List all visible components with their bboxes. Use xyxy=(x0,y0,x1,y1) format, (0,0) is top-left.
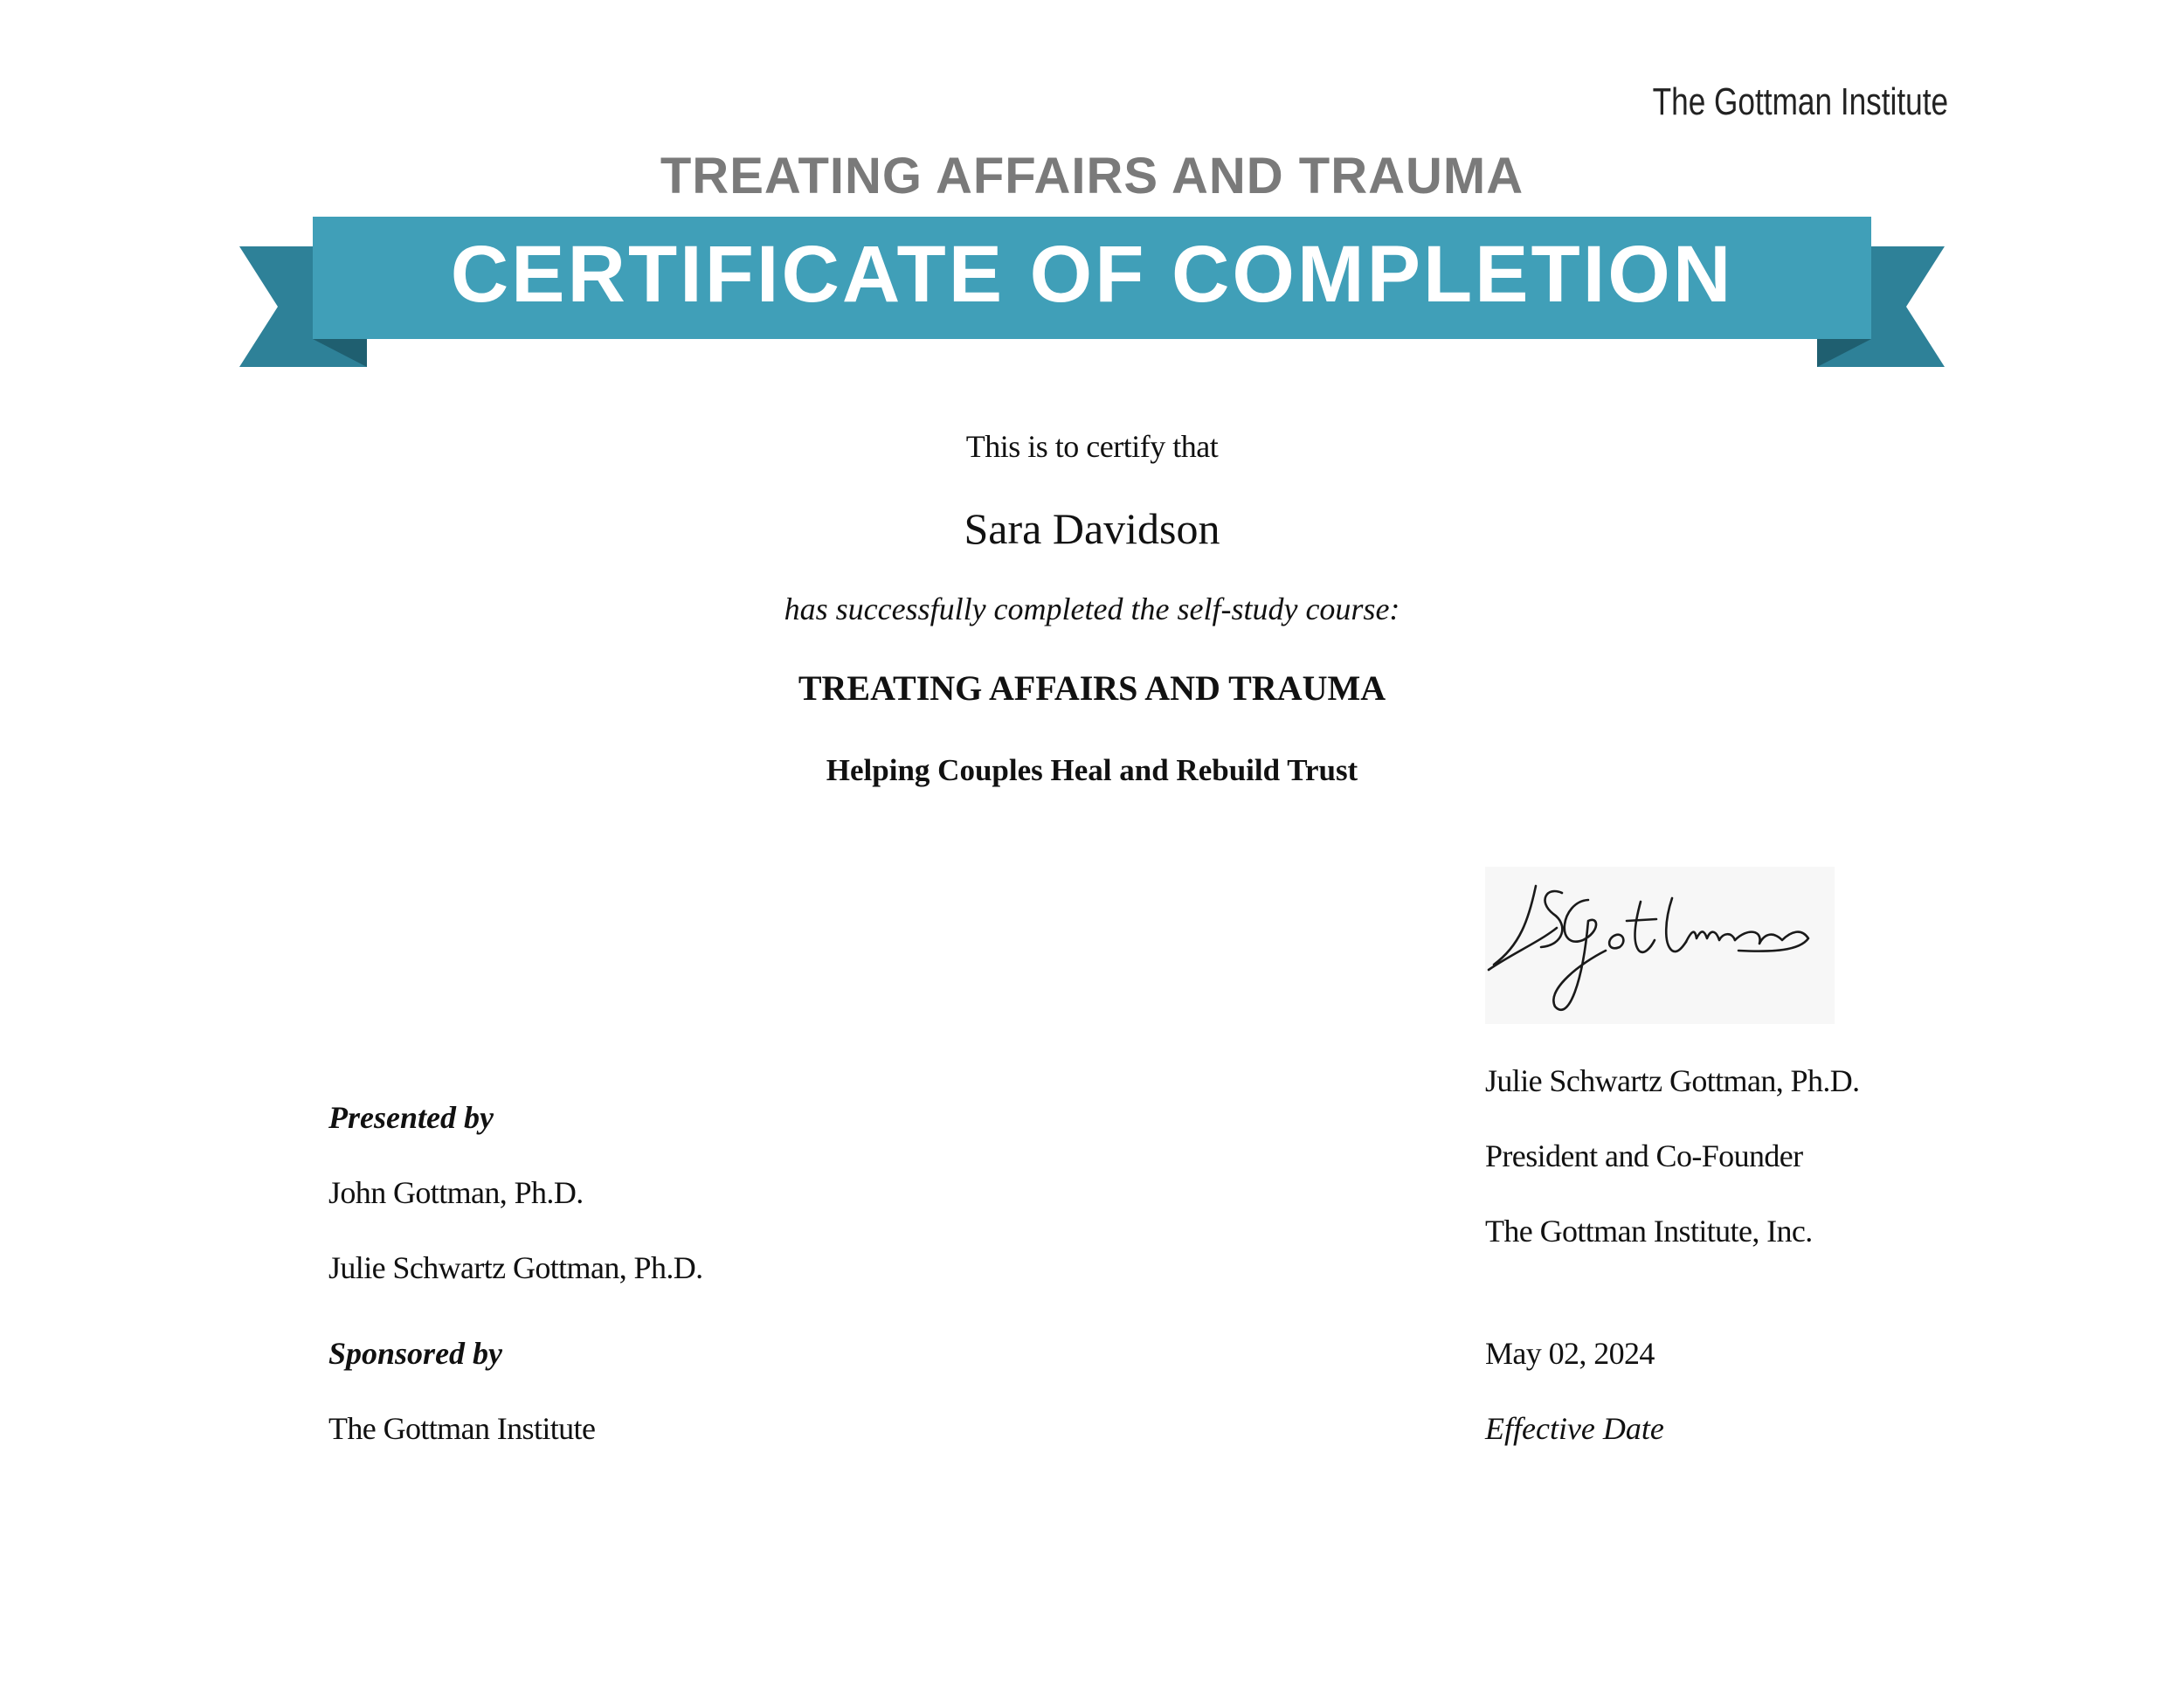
recipient-name: Sara Davidson xyxy=(964,504,1220,553)
signatory-name: Julie Schwartz Gottman, Ph.D. xyxy=(1485,1063,1860,1098)
signatory-title: President and Co-Founder xyxy=(1485,1138,1803,1173)
sponsor-name: The Gottman Institute xyxy=(328,1411,596,1446)
presenter-name: Julie Schwartz Gottman, Ph.D. xyxy=(328,1250,703,1285)
certificate-banner-title: CERTIFICATE OF COMPLETION xyxy=(450,230,1734,319)
signature-image xyxy=(1485,867,1835,1024)
completion-statement: has successfully completed the self-study course: xyxy=(784,591,1400,626)
certify-text: This is to certify that xyxy=(965,429,1219,464)
institute-logo: The Gottman Institute xyxy=(1652,80,1948,123)
course-subtitle: Helping Couples Heal and Rebuild Trust xyxy=(826,753,1358,787)
presenter-name: John Gottman, Ph.D. xyxy=(328,1175,584,1210)
course-header-title: TREATING AFFAIRS AND TRAUMA xyxy=(660,148,1524,204)
sponsored-by-label: Sponsored by xyxy=(328,1336,503,1371)
effective-date-value: May 02, 2024 xyxy=(1485,1336,1655,1371)
presented-by-label: Presented by xyxy=(328,1100,494,1135)
signatory-organization: The Gottman Institute, Inc. xyxy=(1485,1214,1813,1249)
effective-date-label: Effective Date xyxy=(1485,1411,1664,1446)
course-title: TREATING AFFAIRS AND TRAUMA xyxy=(798,668,1386,708)
